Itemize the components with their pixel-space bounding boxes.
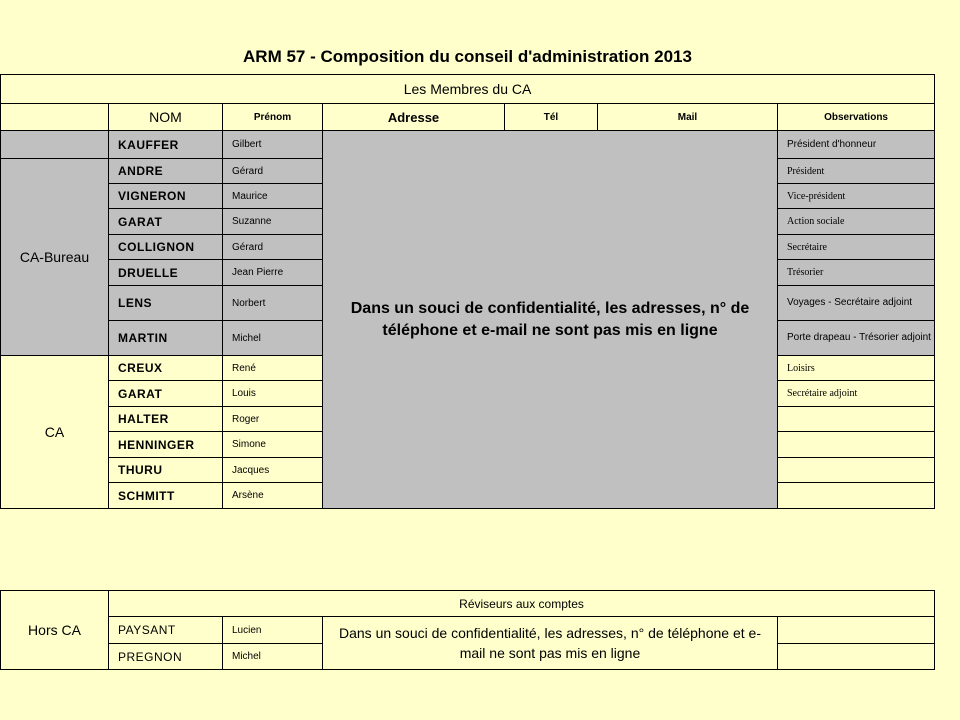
member-nom: HENNINGER bbox=[109, 432, 223, 458]
members-table bbox=[0, 74, 935, 509]
header-mail: Mail bbox=[598, 104, 778, 131]
reviseurs-confidentiality-note bbox=[323, 617, 778, 670]
group-empty-cell bbox=[1, 131, 109, 159]
member-observation: Action sociale bbox=[778, 209, 935, 235]
group-label-hors-ca: Hors CA bbox=[1, 591, 109, 670]
member-prenom: Jean Pierre bbox=[223, 260, 323, 286]
member-nom: LENS bbox=[109, 286, 223, 321]
member-observation: Secrétaire bbox=[778, 235, 935, 260]
member-prenom: Arsène bbox=[223, 483, 323, 509]
confidentiality-text: Dans un souci de confidentialité, les adresses, n° de téléphone et e-mail ne sont pas mis en ligne bbox=[350, 299, 750, 339]
member-nom: SCHMITT bbox=[109, 483, 223, 509]
member-prenom: Gérard bbox=[223, 235, 323, 260]
member-nom: HALTER bbox=[109, 407, 223, 432]
reviseur-observation bbox=[778, 644, 935, 670]
confidentiality-note bbox=[323, 131, 778, 509]
header-empty-cell bbox=[1, 104, 109, 131]
member-observation bbox=[778, 483, 935, 509]
member-prenom: Roger bbox=[223, 407, 323, 432]
member-nom: MARTIN bbox=[109, 321, 223, 356]
member-observation: Président d'honneur bbox=[778, 131, 935, 159]
member-prenom: Michel bbox=[223, 321, 323, 356]
member-observation: Voyages - Secrétaire adjoint bbox=[778, 286, 935, 321]
reviseur-prenom: Michel bbox=[223, 644, 323, 670]
reviseurs-confidentiality-text: Dans un souci de confidentialité, les adresses, n° de téléphone et e-mail ne sont pas mis en ligne bbox=[339, 625, 761, 661]
members-header: Les Membres du CA bbox=[1, 75, 935, 104]
member-observation bbox=[778, 458, 935, 483]
member-nom: VIGNERON bbox=[109, 184, 223, 209]
member-observation bbox=[778, 407, 935, 432]
reviseur-nom: PREGNON bbox=[109, 644, 223, 670]
member-nom: THURU bbox=[109, 458, 223, 483]
member-nom: KAUFFER bbox=[109, 131, 223, 159]
member-prenom: Jacques bbox=[223, 458, 323, 483]
header-tel: Tél bbox=[505, 104, 598, 131]
member-observation: Secrétaire adjoint bbox=[778, 381, 935, 407]
member-prenom: Gilbert bbox=[223, 131, 323, 159]
group-label-ca: CA bbox=[1, 356, 109, 509]
member-nom: CREUX bbox=[109, 356, 223, 381]
member-observation: Vice-président bbox=[778, 184, 935, 209]
member-prenom: Suzanne bbox=[223, 209, 323, 235]
header-prenom: Prénom bbox=[223, 104, 323, 131]
member-nom: GARAT bbox=[109, 209, 223, 235]
header-adresse: Adresse bbox=[323, 104, 505, 131]
member-observation: Loisirs bbox=[778, 356, 935, 381]
member-nom: COLLIGNON bbox=[109, 235, 223, 260]
member-prenom: Simone bbox=[223, 432, 323, 458]
reviseurs-header: Réviseurs aux comptes bbox=[109, 591, 935, 617]
reviseur-observation bbox=[778, 617, 935, 644]
member-nom: ANDRE bbox=[109, 159, 223, 184]
member-observation: Porte drapeau - Trésorier adjoint bbox=[778, 321, 935, 356]
member-nom: GARAT bbox=[109, 381, 223, 407]
member-prenom: Norbert bbox=[223, 286, 323, 321]
header-nom: NOM bbox=[109, 104, 223, 131]
reviseurs-table bbox=[0, 590, 935, 670]
member-observation: Trésorier bbox=[778, 260, 935, 286]
member-prenom: Louis bbox=[223, 381, 323, 407]
group-label-bureau: CA-Bureau bbox=[1, 159, 109, 356]
member-prenom: Gérard bbox=[223, 159, 323, 184]
reviseur-nom: PAYSANT bbox=[109, 617, 223, 644]
member-observation bbox=[778, 432, 935, 458]
header-observations: Observations bbox=[778, 104, 935, 131]
reviseur-prenom: Lucien bbox=[223, 617, 323, 644]
page-title: ARM 57 - Composition du conseil d'administration 2013 bbox=[243, 47, 692, 66]
member-prenom: Maurice bbox=[223, 184, 323, 209]
member-nom: DRUELLE bbox=[109, 260, 223, 286]
member-observation: Président bbox=[778, 159, 935, 184]
member-prenom: René bbox=[223, 356, 323, 381]
